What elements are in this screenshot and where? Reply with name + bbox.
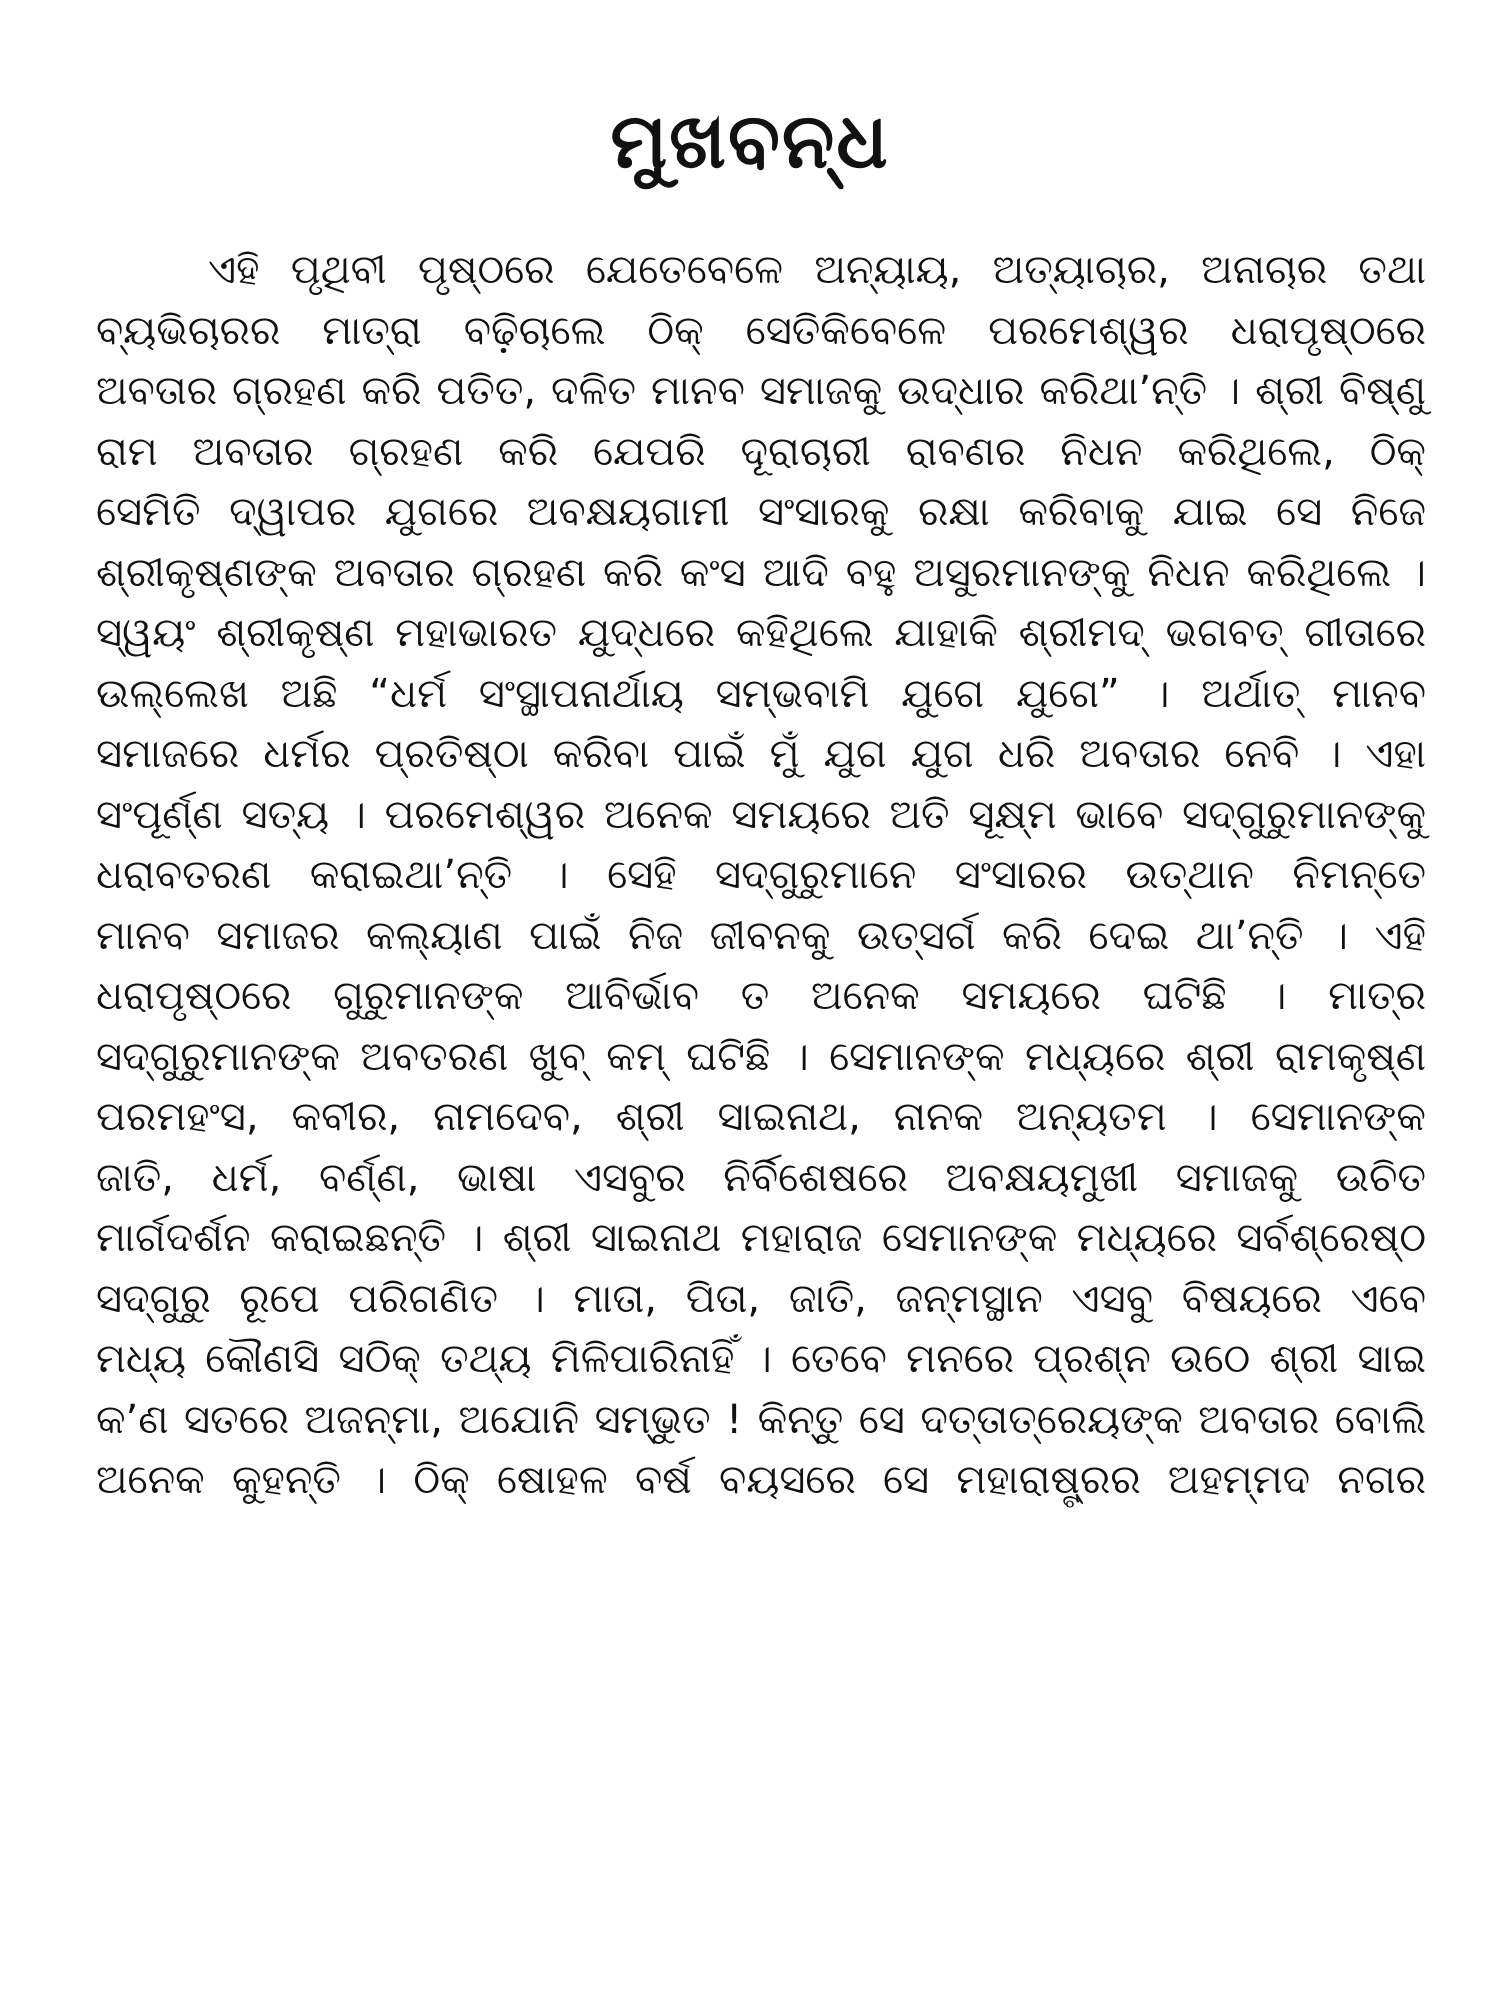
text-line: ଅବତାର ଗ୍ରହଣ କରି ପତିତ, ଦଳିତ ମାନବ ସମାଜକୁ ଉଦ୍ଧାର କରିଥା’ନ୍ତି । ଶ୍ରୀ ବିଷ୍ଣୁ (96, 368, 1426, 414)
text-line: ପରମହଂସ, କବୀର, ନାମଦେବ, ଶ୍ରୀ ସାଇନାଥ, ନାନକ ଅନ୍ୟତମ । ସେମାନଙ୍କ (96, 1094, 1426, 1140)
text-line: ସମାଜରେ ଧର୍ମର ପ୍ରତିଷ୍ଠା କରିବା ପାଇଁ ମୁଁ ଯୁଗ ଯୁଗ ଧରି ଅବତାର ନେବି । ଏହା (96, 731, 1426, 777)
text-line: ଧରାବତରଣ କରାଇଥା’ନ୍ତି । ସେହି ସଦ୍‌ଗୁରୁମାନେ ସଂସାରର ଉତ୍‌ଥାନ ନିମନ୍ତେ (96, 852, 1426, 898)
text-line: ଜାତି, ଧର୍ମ, ବର୍ଣ୍ଣ, ଭାଷା ଏସବୁର ନିର୍ବିଶେଷରେ ଅବକ୍ଷୟମୁଖୀ ସମାଜକୁ ଉଚିତ (96, 1154, 1426, 1201)
text-line: ରାମ ଅବତାର ଗ୍ରହଣ କରି ଯେପରି ଦୂରାଚାରୀ ରାବଣର ନିଧନ କରିଥିଲେ, ଠିକ୍ (96, 428, 1426, 475)
text-line: କ’ଣ ସତରେ ଅଜନ୍ମା, ଅଯୋନି ସମ୍ଭୁତ ! କିନ୍ତୁ ସେ ଦତ୍ତାତ୍ରେୟଙ୍କ ଅବତାର ବୋଲି (96, 1396, 1426, 1443)
text-line: ସଦ୍‌ଗୁରୁମାନଙ୍କ ଅବତରଣ ଖୁବ୍ କମ୍ ଘଟିଛି । ସେମାନଙ୍କ ମଧ୍ୟରେ ଶ୍ରୀ ରାମକୃଷ୍ଣ (96, 1033, 1426, 1080)
text-line: ଏହି ପୃଥିବୀ ପୃଷ୍ଠରେ ଯେତେବେଳେ ଅନ୍ୟାୟ, ଅତ୍ୟାଚାର, ଅନାଚାର ତଥା (208, 247, 1426, 293)
text-line: ଶ୍ରୀକୃଷ୍ଣଙ୍କ ଅବତାର ଗ୍ରହଣ କରି କଂସ ଆଦି ବହୁ ଅସୁରମାନଙ୍କୁ ନିଧନ କରିଥିଲେ । (96, 549, 1426, 596)
text-line: ବ୍ୟଭିଚାରର ମାତ୍ରା ବଢ଼ିଚାଲେ ଠିକ୍ ସେତିକିବେଳେ ପରମେଶ୍ୱର ଧରାପୃଷ୍ଠରେ (96, 307, 1426, 354)
text-line: ସଦ୍‌ଗୁରୁ ରୂପେ ପରିଗଣିତ । ମାତା, ପିତା, ଜାତି, ଜନ୍ମସ୍ଥାନ ଏସବୁ ବିଷୟରେ ଏବେ (96, 1275, 1426, 1322)
text-line: ସଂପୂର୍ଣ୍ଣ ସତ୍ୟ । ପରମେଶ୍ୱର ଅନେକ ସମୟରେ ଅତି ସୂକ୍ଷ୍ମ ଭାବେ ସଦ୍‌ଗୁରୁମାନଙ୍କୁ (96, 791, 1426, 838)
text-line: ଧରାପୃଷ୍ଠରେ ଗୁରୁମାନଙ୍କ ଆବିର୍ଭାବ ତ ଅନେକ ସମୟରେ ଘଟିଛି । ମାତ୍ର (96, 973, 1426, 1019)
text-line: ମଧ୍ୟ କୌଣସି ସଠିକ୍ ତଥ୍ୟ ମିଳିପାରିନାହିଁ । ତେବେ ମନରେ ପ୍ରଶ୍ନ ଉଠେ ଶ୍ରୀ ସାଇ (96, 1336, 1426, 1382)
preface-paragraph (96, 240, 1426, 1511)
text-line: ସ୍ୱୟଂ ଶ୍ରୀକୃଷ୍ଣ ମହାଭାରତ ଯୁଦ୍ଧରେ କହିଥିଲେ ଯାହାକି ଶ୍ରୀମଦ୍ ଭଗବତ୍ ଗୀତାରେ (96, 610, 1426, 656)
text-line: ସେମିତି ଦ୍ୱାପର ଯୁଗରେ ଅବକ୍ଷୟଗାମୀ ସଂସାରକୁ ରକ୍ଷା କରିବାକୁ ଯାଇ ସେ ନିଜେ (96, 489, 1426, 535)
text-line: ଅନେକ କୁହନ୍ତି । ଠିକ୍ ଷୋହଳ ବର୍ଷ ବୟସରେ ସେ ମହାରାଷ୍ଟ୍ରର ଅହମ୍ମଦ ନଗର (96, 1457, 1426, 1503)
text-line: ଉଲ୍ଲେଖ ଅଛି “ଧର୍ମ ସଂସ୍ଥାପନାର୍ଥାୟ ସମ୍ଭବାମି ଯୁଗେ ଯୁଗେ” । ଅର୍ଥାତ୍ ମାନବ (96, 670, 1426, 717)
page-title: ମୁଖବନ୍ଧ (610, 96, 890, 185)
text-line: ମାର୍ଗଦର୍ଶନ କରାଇଛନ୍ତି । ଶ୍ରୀ ସାଇନାଥ ମହାରାଜ ସେମାନଙ୍କ ମଧ୍ୟରେ ସର୍ବଶ୍ରେଷ୍ଠ (96, 1215, 1426, 1261)
text-line: ମାନବ ସମାଜର କଲ୍ୟାଣ ପାଇଁ ନିଜ ଜୀବନକୁ ଉତ୍ସର୍ଗ କରି ଦେଇ ଥା’ନ୍ତି । ଏହି (96, 912, 1426, 959)
